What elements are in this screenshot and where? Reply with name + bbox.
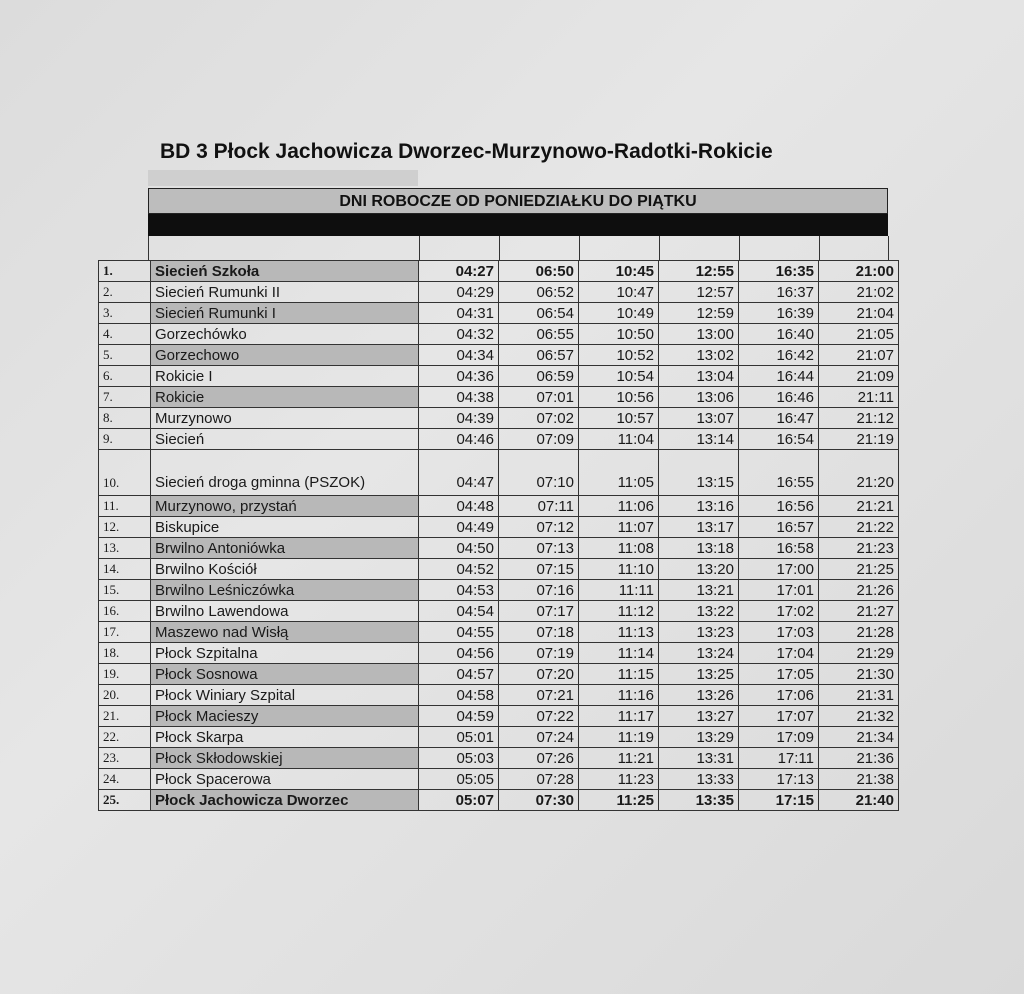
stop-name: Brwilno Antoniówka [151, 538, 419, 559]
row-number: 22. [99, 727, 151, 748]
stop-name: Siecień Rumunki I [151, 303, 419, 324]
departure-time: 06:54 [499, 303, 579, 324]
departure-time: 11:08 [579, 538, 659, 559]
row-number: 1. [99, 261, 151, 282]
stop-name: Płock Szpitalna [151, 643, 419, 664]
table-row [99, 303, 899, 324]
departure-time: 04:32 [419, 324, 499, 345]
table-row [99, 748, 899, 769]
row-number: 19. [99, 664, 151, 685]
stop-name: Płock Macieszy [151, 706, 419, 727]
departure-time: 13:26 [659, 685, 739, 706]
table-row [99, 706, 899, 727]
departure-time: 04:55 [419, 622, 499, 643]
departure-time: 11:07 [579, 517, 659, 538]
stop-name: Biskupice [151, 517, 419, 538]
departure-time: 21:07 [819, 345, 899, 366]
row-number: 7. [99, 387, 151, 408]
departure-time: 21:32 [819, 706, 899, 727]
stop-name: Siecień Rumunki II [151, 282, 419, 303]
departure-time: 04:39 [419, 408, 499, 429]
departure-time: 13:27 [659, 706, 739, 727]
departure-time: 10:45 [579, 261, 659, 282]
stop-name: Murzynowo, przystań [151, 496, 419, 517]
departure-time: 07:01 [499, 387, 579, 408]
departure-time: 10:54 [579, 366, 659, 387]
departure-time: 16:47 [739, 408, 819, 429]
departure-time: 17:00 [739, 559, 819, 580]
departure-time: 11:17 [579, 706, 659, 727]
departure-time: 07:24 [499, 727, 579, 748]
departure-time: 07:17 [499, 601, 579, 622]
departure-time: 06:52 [499, 282, 579, 303]
departure-time: 04:34 [419, 345, 499, 366]
departure-time: 13:20 [659, 559, 739, 580]
departure-time: 16:54 [739, 429, 819, 450]
departure-time: 11:25 [579, 790, 659, 811]
stop-name: Murzynowo [151, 408, 419, 429]
row-number: 11. [99, 496, 151, 517]
table-row [99, 769, 899, 790]
stop-name: Płock Spacerowa [151, 769, 419, 790]
departure-time: 04:59 [419, 706, 499, 727]
table-row [99, 559, 899, 580]
table-row [99, 685, 899, 706]
departure-time: 21:05 [819, 324, 899, 345]
departure-time: 13:02 [659, 345, 739, 366]
departure-time: 13:33 [659, 769, 739, 790]
table-row [99, 727, 899, 748]
row-number: 3. [99, 303, 151, 324]
departure-time: 07:16 [499, 580, 579, 601]
stop-name: Płock Skłodowskiej [151, 748, 419, 769]
table-row [99, 387, 899, 408]
departure-time: 04:49 [419, 517, 499, 538]
departure-time: 13:18 [659, 538, 739, 559]
departure-time: 04:29 [419, 282, 499, 303]
departure-time: 04:53 [419, 580, 499, 601]
departure-time: 06:55 [499, 324, 579, 345]
departure-time: 17:09 [739, 727, 819, 748]
departure-time: 21:31 [819, 685, 899, 706]
departure-time: 21:26 [819, 580, 899, 601]
row-number: 9. [99, 429, 151, 450]
table-row [99, 496, 899, 517]
departure-time: 07:22 [499, 706, 579, 727]
stop-name: Siecień [151, 429, 419, 450]
departure-time: 21:02 [819, 282, 899, 303]
stop-name: Rokicie I [151, 366, 419, 387]
days-header: DNI ROBOCZE OD PONIEDZIAŁKU DO PIĄTKU [148, 188, 888, 214]
departure-time: 04:48 [419, 496, 499, 517]
row-number: 12. [99, 517, 151, 538]
departure-time: 06:59 [499, 366, 579, 387]
departure-time: 17:05 [739, 664, 819, 685]
row-number: 23. [99, 748, 151, 769]
departure-time: 16:57 [739, 517, 819, 538]
row-number: 14. [99, 559, 151, 580]
table-row [99, 345, 899, 366]
stop-name: Brwilno Kościół [151, 559, 419, 580]
departure-time: 12:55 [659, 261, 739, 282]
stop-name: Gorzechówko [151, 324, 419, 345]
departure-time: 07:20 [499, 664, 579, 685]
row-number: 6. [99, 366, 151, 387]
departure-time: 13:29 [659, 727, 739, 748]
table-row [99, 517, 899, 538]
departure-time: 21:09 [819, 366, 899, 387]
departure-time: 07:26 [499, 748, 579, 769]
departure-time: 04:47 [419, 450, 499, 496]
column-header-row [148, 236, 888, 260]
departure-time: 11:19 [579, 727, 659, 748]
stop-name: Płock Skarpa [151, 727, 419, 748]
departure-time: 04:54 [419, 601, 499, 622]
departure-time: 21:23 [819, 538, 899, 559]
departure-time: 11:13 [579, 622, 659, 643]
table-row [99, 282, 899, 303]
departure-time: 21:28 [819, 622, 899, 643]
departure-time: 13:24 [659, 643, 739, 664]
departure-time: 07:30 [499, 790, 579, 811]
departure-time: 21:36 [819, 748, 899, 769]
departure-time: 16:35 [739, 261, 819, 282]
departure-time: 13:00 [659, 324, 739, 345]
departure-time: 13:16 [659, 496, 739, 517]
departure-time: 11:23 [579, 769, 659, 790]
departure-time: 07:18 [499, 622, 579, 643]
departure-time: 04:58 [419, 685, 499, 706]
departure-time: 04:52 [419, 559, 499, 580]
departure-time: 21:21 [819, 496, 899, 517]
departure-time: 13:23 [659, 622, 739, 643]
stop-name: Brwilno Leśniczówka [151, 580, 419, 601]
departure-time: 05:01 [419, 727, 499, 748]
page-title: BD 3 Płock Jachowicza Dworzec-Murzynowo-Radotki-Rokicie [160, 140, 773, 163]
stop-name: Brwilno Lawendowa [151, 601, 419, 622]
departure-time: 11:16 [579, 685, 659, 706]
departure-time: 11:10 [579, 559, 659, 580]
departure-time: 13:22 [659, 601, 739, 622]
departure-time: 11:04 [579, 429, 659, 450]
departure-time: 04:27 [419, 261, 499, 282]
departure-time: 07:12 [499, 517, 579, 538]
departure-time: 05:03 [419, 748, 499, 769]
departure-time: 21:34 [819, 727, 899, 748]
table-row [99, 601, 899, 622]
stop-name: Gorzechowo [151, 345, 419, 366]
departure-time: 06:57 [499, 345, 579, 366]
departure-time: 17:03 [739, 622, 819, 643]
departure-time: 16:56 [739, 496, 819, 517]
row-number: 24. [99, 769, 151, 790]
departure-time: 16:44 [739, 366, 819, 387]
departure-time: 21:25 [819, 559, 899, 580]
departure-time: 07:10 [499, 450, 579, 496]
stop-name: Rokicie [151, 387, 419, 408]
departure-time: 04:56 [419, 643, 499, 664]
departure-time: 11:06 [579, 496, 659, 517]
departure-time: 07:02 [499, 408, 579, 429]
departure-time: 13:15 [659, 450, 739, 496]
departure-time: 11:15 [579, 664, 659, 685]
table-row [99, 643, 899, 664]
departure-time: 17:15 [739, 790, 819, 811]
table-row [99, 622, 899, 643]
departure-time: 21:22 [819, 517, 899, 538]
table-row [99, 429, 899, 450]
stop-name: Maszewo nad Wisłą [151, 622, 419, 643]
departure-time: 16:55 [739, 450, 819, 496]
table-row [99, 408, 899, 429]
timetable [98, 260, 899, 811]
row-number: 16. [99, 601, 151, 622]
departure-time: 21:40 [819, 790, 899, 811]
departure-time: 13:06 [659, 387, 739, 408]
departure-time: 21:00 [819, 261, 899, 282]
departure-time: 16:46 [739, 387, 819, 408]
departure-time: 21:20 [819, 450, 899, 496]
departure-time: 13:17 [659, 517, 739, 538]
departure-time: 11:11 [579, 580, 659, 601]
black-header-band [148, 214, 888, 236]
departure-time: 10:57 [579, 408, 659, 429]
departure-time: 07:09 [499, 429, 579, 450]
departure-time: 16:40 [739, 324, 819, 345]
row-number: 17. [99, 622, 151, 643]
departure-time: 21:27 [819, 601, 899, 622]
departure-time: 11:12 [579, 601, 659, 622]
departure-time: 10:50 [579, 324, 659, 345]
departure-time: 10:56 [579, 387, 659, 408]
table-row [99, 366, 899, 387]
departure-time: 17:11 [739, 748, 819, 769]
departure-time: 04:38 [419, 387, 499, 408]
departure-time: 07:11 [499, 496, 579, 517]
departure-time: 21:29 [819, 643, 899, 664]
departure-time: 11:21 [579, 748, 659, 769]
departure-time: 13:14 [659, 429, 739, 450]
departure-time: 13:25 [659, 664, 739, 685]
stop-name: Siecień droga gminna (PSZOK) [151, 450, 419, 496]
stop-name: Płock Winiary Szpital [151, 685, 419, 706]
departure-time: 10:52 [579, 345, 659, 366]
departure-time: 16:42 [739, 345, 819, 366]
table-row [99, 450, 899, 496]
row-number: 18. [99, 643, 151, 664]
departure-time: 13:21 [659, 580, 739, 601]
table-row [99, 580, 899, 601]
departure-time: 12:59 [659, 303, 739, 324]
departure-time: 21:04 [819, 303, 899, 324]
table-row [99, 664, 899, 685]
table-row [99, 538, 899, 559]
table-row [99, 261, 899, 282]
departure-time: 13:31 [659, 748, 739, 769]
departure-time: 07:13 [499, 538, 579, 559]
departure-time: 21:38 [819, 769, 899, 790]
row-number: 8. [99, 408, 151, 429]
departure-time: 04:57 [419, 664, 499, 685]
departure-time: 13:07 [659, 408, 739, 429]
row-number: 5. [99, 345, 151, 366]
stop-name: Siecień Szkoła [151, 261, 419, 282]
departure-time: 04:46 [419, 429, 499, 450]
title-shade-bar [148, 170, 418, 186]
row-number: 2. [99, 282, 151, 303]
departure-time: 10:49 [579, 303, 659, 324]
departure-time: 16:58 [739, 538, 819, 559]
departure-time: 12:57 [659, 282, 739, 303]
departure-time: 16:37 [739, 282, 819, 303]
departure-time: 17:06 [739, 685, 819, 706]
departure-time: 17:02 [739, 601, 819, 622]
row-number: 4. [99, 324, 151, 345]
table-row [99, 324, 899, 345]
departure-time: 11:05 [579, 450, 659, 496]
departure-time: 04:50 [419, 538, 499, 559]
departure-time: 13:35 [659, 790, 739, 811]
departure-time: 11:14 [579, 643, 659, 664]
departure-time: 06:50 [499, 261, 579, 282]
departure-time: 17:04 [739, 643, 819, 664]
stop-name: Płock Jachowicza Dworzec [151, 790, 419, 811]
row-number: 20. [99, 685, 151, 706]
departure-time: 16:39 [739, 303, 819, 324]
row-number: 15. [99, 580, 151, 601]
departure-time: 17:07 [739, 706, 819, 727]
departure-time: 07:28 [499, 769, 579, 790]
departure-time: 17:01 [739, 580, 819, 601]
departure-time: 10:47 [579, 282, 659, 303]
row-number: 25. [99, 790, 151, 811]
departure-time: 17:13 [739, 769, 819, 790]
table-row [99, 790, 899, 811]
stop-name: Płock Sosnowa [151, 664, 419, 685]
departure-time: 04:31 [419, 303, 499, 324]
departure-time: 07:21 [499, 685, 579, 706]
row-number: 10. [99, 450, 151, 496]
departure-time: 21:11 [819, 387, 899, 408]
departure-time: 05:05 [419, 769, 499, 790]
departure-time: 07:19 [499, 643, 579, 664]
departure-time: 05:07 [419, 790, 499, 811]
departure-time: 04:36 [419, 366, 499, 387]
row-number: 21. [99, 706, 151, 727]
departure-time: 07:15 [499, 559, 579, 580]
departure-time: 21:12 [819, 408, 899, 429]
departure-time: 21:30 [819, 664, 899, 685]
departure-time: 21:19 [819, 429, 899, 450]
departure-time: 13:04 [659, 366, 739, 387]
row-number: 13. [99, 538, 151, 559]
